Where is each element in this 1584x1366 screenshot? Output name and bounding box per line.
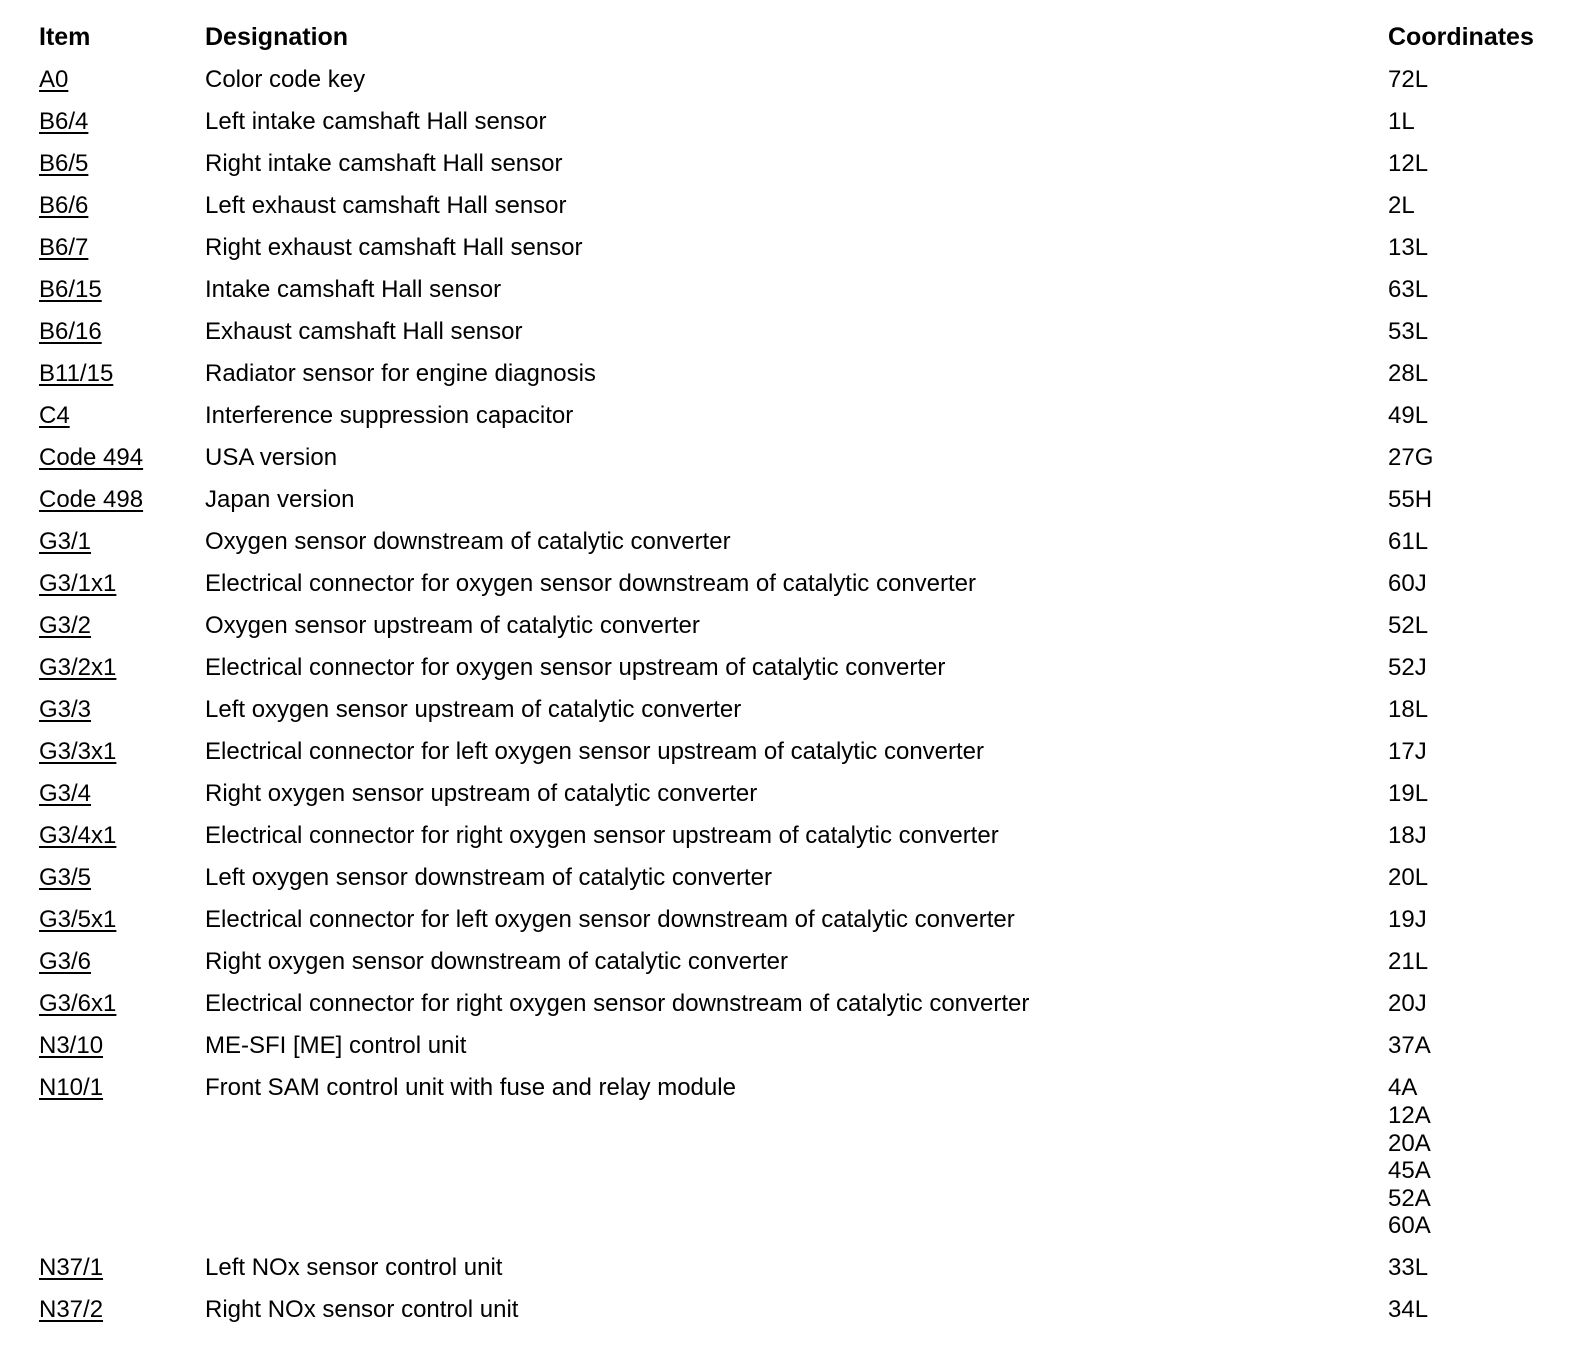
coordinates-cell bbox=[1388, 360, 1428, 388]
header-designation: Designation bbox=[205, 23, 349, 51]
designation-cell: Electrical connector for oxygen sensor upstream of catalytic converter bbox=[205, 654, 946, 681]
coordinate-value: 12A bbox=[1388, 1102, 1431, 1129]
coordinates-cell bbox=[1388, 192, 1415, 220]
designation-cell: Electrical connector for oxygen sensor downstream of catalytic converter bbox=[205, 570, 977, 597]
designation-cell: Right intake camshaft Hall sensor bbox=[205, 150, 563, 177]
item-link[interactable]: G3/4 bbox=[39, 780, 92, 807]
header-item: Item bbox=[39, 23, 91, 51]
coordinates-cell bbox=[1388, 1254, 1428, 1282]
coordinate-value: 52J bbox=[1388, 654, 1427, 681]
coordinate-value: 2L bbox=[1388, 192, 1415, 219]
designation-cell: Japan version bbox=[205, 486, 355, 513]
item-link[interactable]: Code 498 bbox=[39, 486, 144, 513]
coordinates-cell bbox=[1388, 276, 1428, 304]
designation-cell: Electrical connector for right oxygen sensor downstream of catalytic converter bbox=[205, 990, 1030, 1017]
coordinate-value: 34L bbox=[1388, 1295, 1429, 1323]
coordinate-value: 4A bbox=[1388, 1074, 1418, 1101]
item-link[interactable]: G3/2x1 bbox=[39, 654, 117, 681]
item-link[interactable]: G3/1 bbox=[39, 528, 92, 555]
item-link[interactable]: G3/5x1 bbox=[39, 906, 117, 933]
item-link[interactable]: N10/1 bbox=[39, 1074, 104, 1101]
designation-cell: Front SAM control unit with fuse and relay module bbox=[205, 1074, 736, 1101]
coordinate-value: 17J bbox=[1388, 738, 1427, 765]
coordinates-cell bbox=[1388, 486, 1432, 514]
coordinates-cell bbox=[1388, 528, 1428, 556]
item-link[interactable]: B11/15 bbox=[39, 360, 114, 387]
item-link[interactable]: G3/3 bbox=[39, 696, 92, 723]
coordinates-cell bbox=[1388, 990, 1427, 1018]
coordinates-cell bbox=[1388, 738, 1427, 766]
designation-cell: Electrical connector for left oxygen sensor upstream of catalytic converter bbox=[205, 738, 985, 765]
designation-cell: Radiator sensor for engine diagnosis bbox=[205, 360, 596, 387]
coordinates-cell bbox=[1388, 444, 1433, 472]
item-link[interactable]: G3/1x1 bbox=[39, 570, 117, 597]
designation-cell: Electrical connector for right oxygen sensor upstream of catalytic converter bbox=[205, 822, 999, 849]
item-link[interactable]: G3/4x1 bbox=[39, 822, 117, 849]
coordinate-value: 60A bbox=[1388, 1212, 1431, 1239]
coordinate-value: 52L bbox=[1388, 612, 1429, 639]
coordinates-cell bbox=[1388, 108, 1415, 136]
designation-cell: Electrical connector for left oxygen sensor downstream of catalytic converter bbox=[205, 906, 1015, 933]
coordinate-value: 19J bbox=[1388, 906, 1427, 933]
coordinates-cell bbox=[1388, 318, 1428, 346]
coordinate-value: 20A bbox=[1388, 1129, 1431, 1157]
coordinate-value: 20L bbox=[1388, 864, 1429, 891]
coordinate-value: 49L bbox=[1388, 402, 1429, 429]
designation-cell: USA version bbox=[205, 444, 338, 471]
coordinate-value: 52A bbox=[1388, 1184, 1431, 1212]
item-link[interactable]: B6/5 bbox=[39, 150, 89, 177]
coordinates-cell bbox=[1388, 906, 1427, 934]
item-link[interactable]: Code 494 bbox=[39, 444, 144, 471]
designation-cell: Left oxygen sensor downstream of catalytic converter bbox=[205, 864, 772, 891]
designation-cell: Right oxygen sensor upstream of catalytic converter bbox=[205, 780, 758, 807]
coordinate-value: 45A bbox=[1388, 1157, 1431, 1184]
coordinates-cell bbox=[1388, 654, 1427, 682]
coordinates-cell bbox=[1388, 402, 1428, 430]
item-link[interactable]: G3/6 bbox=[39, 948, 92, 975]
item-link[interactable]: B6/7 bbox=[39, 234, 89, 261]
header-coordinates: Coordinates bbox=[1388, 23, 1534, 51]
item-link[interactable]: G3/5 bbox=[39, 864, 92, 891]
item-link[interactable]: G3/3x1 bbox=[39, 738, 117, 765]
designation-cell: Right exhaust camshaft Hall sensor bbox=[205, 234, 583, 261]
item-link[interactable]: N37/2 bbox=[39, 1295, 104, 1323]
coordinate-value: 19L bbox=[1388, 780, 1429, 807]
coordinate-value: 61L bbox=[1388, 528, 1429, 555]
coordinate-value: 33L bbox=[1388, 1253, 1429, 1281]
coordinate-value: 20J bbox=[1388, 990, 1427, 1017]
designation-cell: ME-SFI [ME] control unit bbox=[205, 1032, 467, 1059]
coordinate-value: 27G bbox=[1388, 444, 1434, 471]
coordinate-value: 18L bbox=[1388, 696, 1429, 723]
coordinates-cell bbox=[1388, 150, 1428, 178]
designation-cell: Oxygen sensor downstream of catalytic converter bbox=[205, 528, 731, 555]
item-link[interactable]: G3/2 bbox=[39, 612, 92, 639]
coordinates-cell bbox=[1388, 66, 1428, 94]
coordinates-cell bbox=[1388, 864, 1428, 892]
coordinate-value: 63L bbox=[1388, 276, 1429, 303]
item-link[interactable]: B6/16 bbox=[39, 318, 102, 345]
coordinate-value: 37A bbox=[1388, 1032, 1431, 1059]
designation-cell: Right NOx sensor control unit bbox=[205, 1295, 519, 1323]
designation-cell: Left NOx sensor control unit bbox=[205, 1253, 503, 1281]
coordinates-cell bbox=[1388, 234, 1428, 262]
item-link[interactable]: A0 bbox=[39, 66, 69, 93]
coordinate-value: 28L bbox=[1388, 360, 1429, 387]
designation-cell: Intake camshaft Hall sensor bbox=[205, 276, 502, 303]
designation-cell: Left intake camshaft Hall sensor bbox=[205, 108, 547, 135]
coordinates-cell bbox=[1388, 612, 1428, 640]
item-link[interactable]: B6/6 bbox=[39, 192, 89, 219]
coordinate-value: 1L bbox=[1388, 108, 1415, 135]
coordinate-value: 60J bbox=[1388, 570, 1427, 597]
coordinates-cell bbox=[1388, 1074, 1431, 1240]
designation-cell: Interference suppression capacitor bbox=[205, 402, 574, 429]
coordinate-value: 13L bbox=[1388, 234, 1429, 261]
designation-cell: Right oxygen sensor downstream of catalytic converter bbox=[205, 948, 788, 975]
coordinates-cell bbox=[1388, 1296, 1428, 1324]
item-link[interactable]: G3/6x1 bbox=[39, 990, 117, 1017]
coordinate-value: 18J bbox=[1388, 822, 1427, 849]
item-link[interactable]: N37/1 bbox=[39, 1253, 104, 1281]
coordinate-value: 53L bbox=[1388, 318, 1429, 345]
coordinate-value: 72L bbox=[1388, 66, 1429, 93]
item-link[interactable]: B6/4 bbox=[39, 108, 89, 135]
coordinates-cell bbox=[1388, 570, 1427, 598]
coordinate-value: 12L bbox=[1388, 150, 1429, 177]
item-link[interactable]: B6/15 bbox=[39, 276, 102, 303]
coordinate-value: 21L bbox=[1388, 948, 1429, 975]
designation-cell: Exhaust camshaft Hall sensor bbox=[205, 318, 523, 345]
coordinates-cell bbox=[1388, 822, 1427, 850]
coordinates-cell bbox=[1388, 780, 1428, 808]
coordinates-cell bbox=[1388, 1032, 1431, 1060]
designation-cell: Color code key bbox=[205, 66, 366, 93]
item-link[interactable]: C4 bbox=[39, 402, 70, 429]
coordinate-value: 55H bbox=[1388, 486, 1433, 513]
coordinates-cell bbox=[1388, 696, 1428, 724]
designation-cell: Left exhaust camshaft Hall sensor bbox=[205, 192, 567, 219]
coordinates-cell bbox=[1388, 948, 1428, 976]
designation-cell: Left oxygen sensor upstream of catalytic converter bbox=[205, 696, 742, 723]
item-link[interactable]: N3/10 bbox=[39, 1032, 104, 1059]
designation-cell: Oxygen sensor upstream of catalytic converter bbox=[205, 612, 700, 639]
